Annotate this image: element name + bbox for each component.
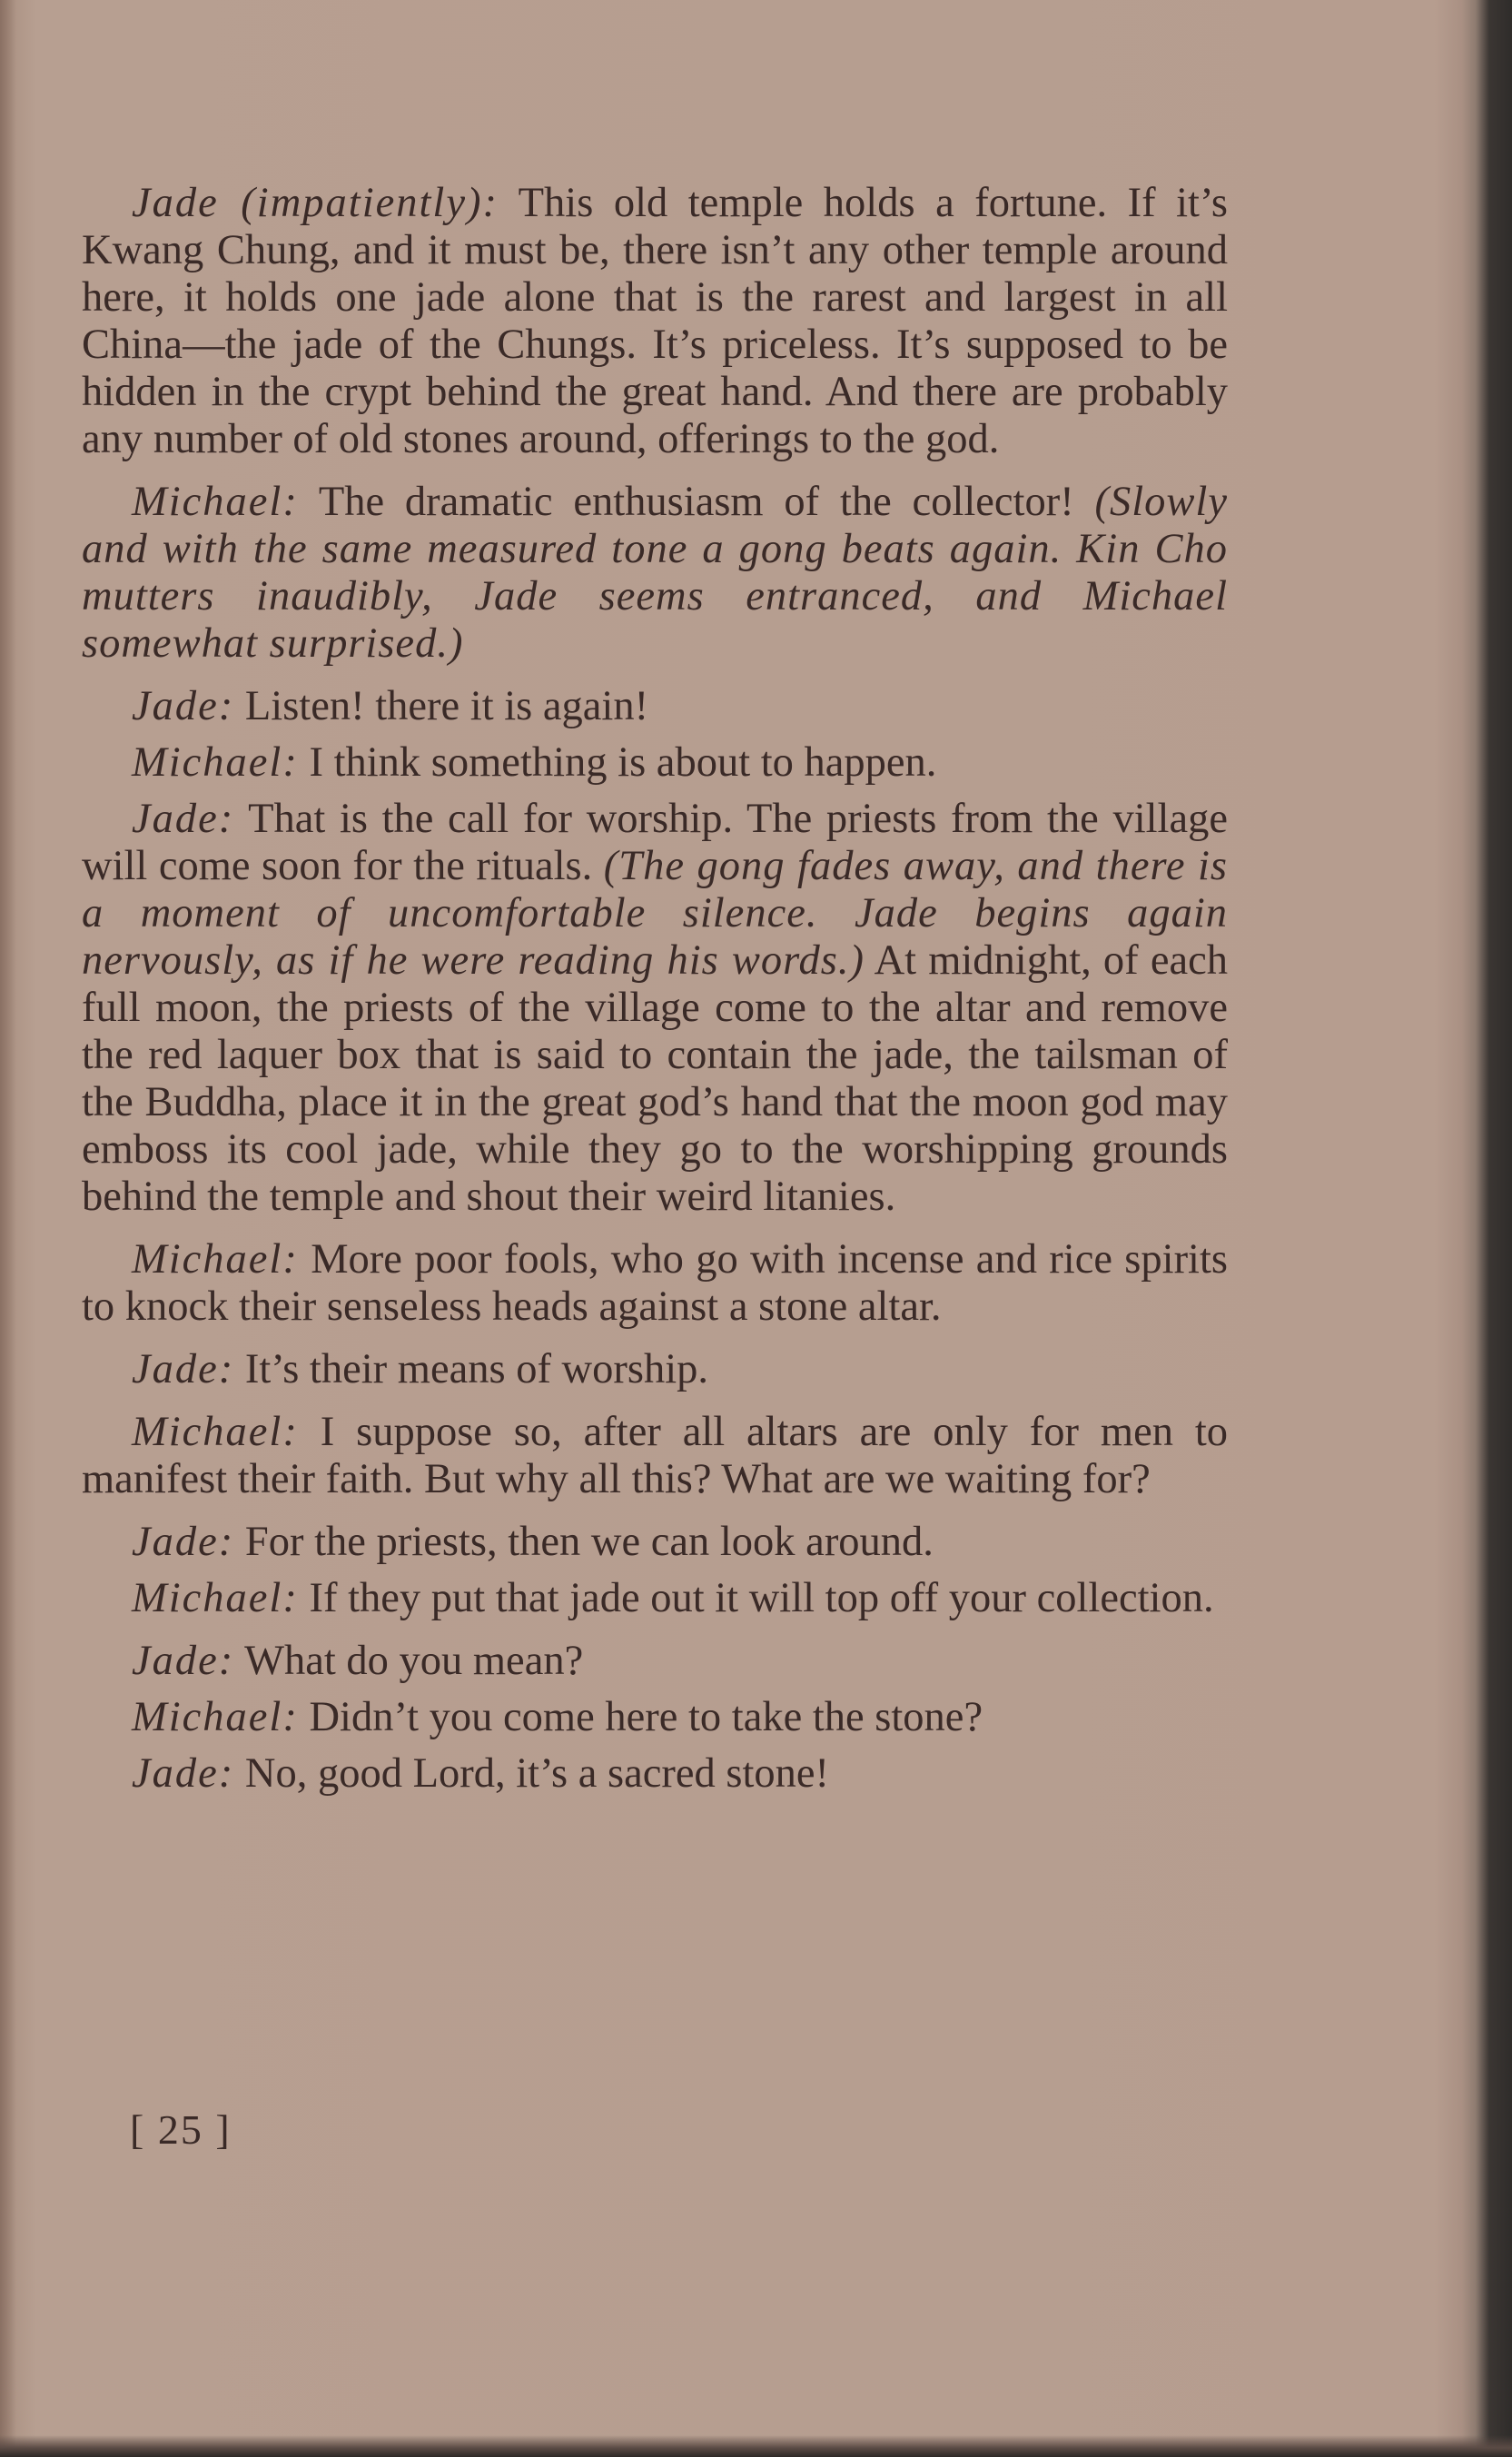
- stage-direction: (The gong fades away, and there is a moment of uncomfortable silence. Jade begins again nervously, as if he were reading his words.): [82, 843, 1229, 984]
- speaker-name: Jade:: [132, 1638, 235, 1684]
- speaker-name: Michael:: [132, 739, 299, 786]
- speaker-name: Michael:: [132, 1694, 299, 1740]
- speaker-name: Jade:: [132, 1519, 235, 1565]
- speaker-name: Michael:: [132, 479, 299, 525]
- play-dialogue-text: [82, 180, 1228, 1813]
- page-number: [ 25 ]: [130, 2106, 232, 2153]
- spoken-line: More poor fools, who go with incense and rice spirits to knock their senseless heads against a stone altar.: [82, 1236, 1228, 1330]
- speaker-name: Michael:: [132, 1409, 299, 1455]
- spoken-line: I think something is about to happen.: [309, 739, 937, 786]
- dialogue-paragraph: [82, 1575, 1228, 1622]
- dialogue-paragraph: [82, 1638, 1228, 1685]
- speaker-name: Michael:: [132, 1575, 299, 1621]
- dialogue-paragraph: [82, 1409, 1228, 1503]
- speaker-name: Jade:: [132, 683, 235, 729]
- dialogue-paragraph: [82, 683, 1228, 730]
- speaker-name: Jade (impatiently):: [132, 180, 499, 226]
- dialogue-paragraph: [82, 739, 1228, 787]
- spoken-line: For the priests, then we can look around.: [244, 1519, 934, 1565]
- spoken-line: Listen! there it is again!: [244, 683, 649, 729]
- dialogue-paragraph: [82, 1346, 1228, 1393]
- dialogue-paragraph: [82, 479, 1228, 668]
- spoken-line: I suppose so, after all altars are only for men to manifest their faith. But why all this? What are we waiting for?: [82, 1409, 1229, 1502]
- speaker-name: Jade:: [132, 796, 235, 842]
- dialogue-paragraph: [82, 796, 1228, 1221]
- page-bottom-shadow: [0, 2435, 1512, 2457]
- spoken-line: It’s their means of worship.: [244, 1346, 709, 1392]
- spoken-line: No, good Lord, it’s a sacred stone!: [244, 1750, 829, 1797]
- spoken-line: This old temple holds a fortune. If it’s Kwang Chung, and it must be, there isn’t any other temple around here, it holds one jade alone that is the rarest and largest in all China—the jade of the Chungs. It’s priceless. It’s supposed to be hidden in the crypt behind the great hand. And there are probably any number of old stones around, offerings to the god.: [82, 180, 1228, 462]
- spoken-line: The dramatic enthusiasm of the collector!: [318, 479, 1074, 525]
- dialogue-paragraph: [82, 1236, 1228, 1331]
- spoken-line: Didn’t you come here to take the stone?: [309, 1694, 983, 1740]
- page-binding-shadow: [0, 0, 16, 2457]
- speaker-name: Jade:: [132, 1346, 235, 1392]
- dialogue-paragraph: [82, 1519, 1228, 1566]
- speaker-name: Jade:: [132, 1750, 235, 1797]
- spoken-line: What do you mean?: [244, 1638, 584, 1684]
- spoken-line: That is the call for worship. The priests from the village will come soon for the rituals.: [82, 796, 1228, 889]
- spoken-line: If they put that jade out it will top off your collection.: [309, 1575, 1214, 1621]
- dialogue-paragraph: [82, 1694, 1228, 1741]
- stage-direction: (Slowly and with the same measured tone a gong beats again. Kin Cho mutters inaudibly, Jade seems entranced, and Michael somewhat surprised.): [82, 479, 1228, 667]
- dialogue-paragraph: [82, 1750, 1228, 1798]
- spoken-line: At midnight, of each full moon, the priests of the village come to the altar and remove the red laquer box that is said to contain the jade, the tailsman of the Buddha, place it in the great god’s hand that the moon god may emboss its cool jade, while they go to the worshipping grounds behind the temple and shout their weird litanies.: [82, 937, 1228, 1220]
- speaker-name: Michael:: [132, 1236, 299, 1283]
- dialogue-paragraph: [82, 180, 1228, 463]
